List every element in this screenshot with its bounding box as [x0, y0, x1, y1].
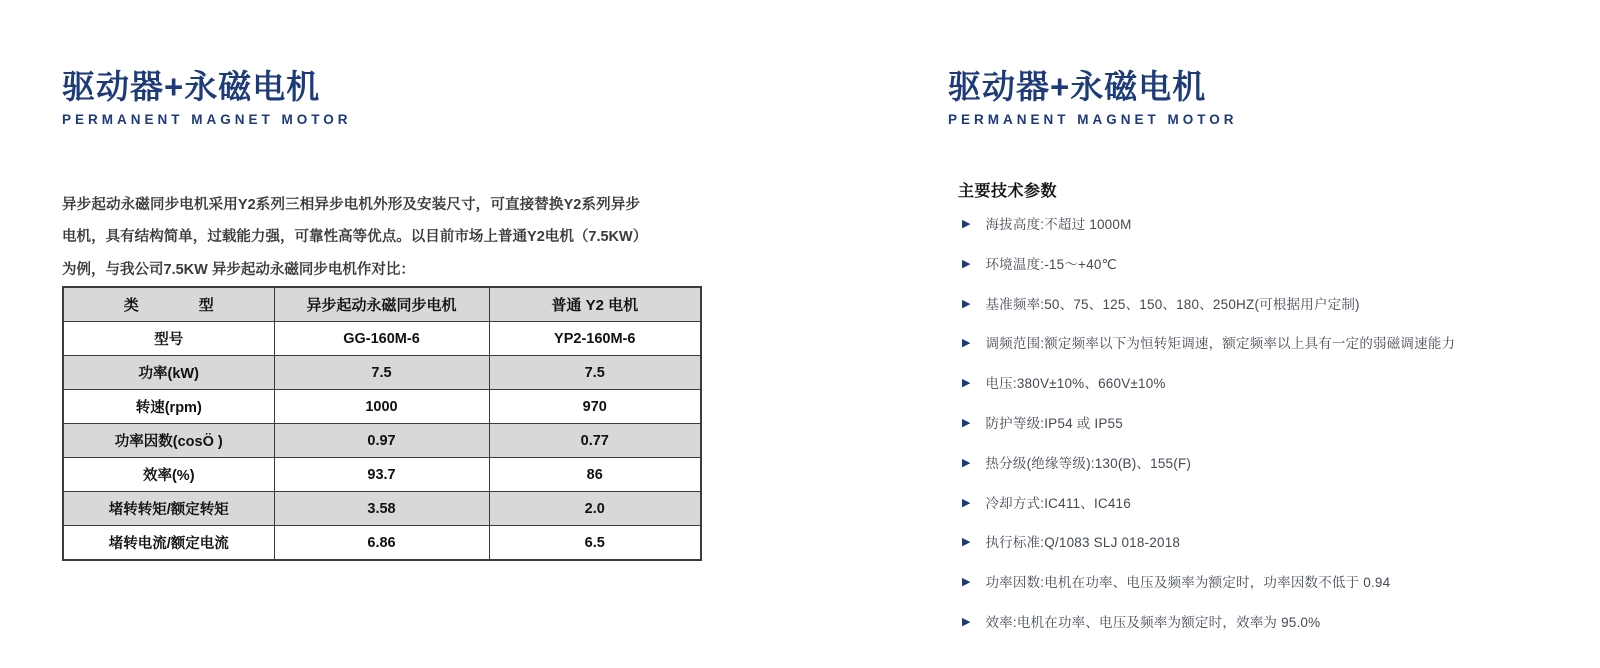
- tech-param-item: [962, 296, 1562, 313]
- tech-param-item: [962, 335, 1562, 352]
- pm-motor-value-cell: 6.86: [274, 526, 489, 561]
- row-label-cell: 堵转转矩/额定转矩: [63, 492, 274, 526]
- table-row: [63, 424, 701, 458]
- tech-param-text: 热分级(绝缘等级):130(B)、155(F): [985, 455, 1192, 471]
- triangle-bullet-icon: ▶: [962, 416, 971, 429]
- tech-param-text: 功率因数:电机在功率、电压及频率为额定时，功率因数不低于 0.94: [985, 575, 1391, 591]
- table-header-row: [63, 287, 701, 322]
- tech-param-item: [962, 534, 1562, 551]
- column-header-y2-motor: 普通 Y2 电机: [489, 287, 701, 322]
- column-header-type: 类 型: [63, 287, 274, 322]
- left-page-subtitle: PERMANENT MAGNET MOTOR: [62, 111, 352, 127]
- pm-motor-value-cell: 3.58: [274, 492, 489, 526]
- tech-param-text: 执行标准:Q/1083 SLJ 018-2018: [985, 535, 1181, 551]
- tech-param-text: 调频范围:额定频率以下为恒转矩调速，额定频率以上具有一定的弱磁调速能力: [985, 336, 1456, 352]
- left-section: [62, 70, 702, 127]
- triangle-bullet-icon: ▶: [962, 576, 971, 589]
- triangle-bullet-icon: ▶: [962, 377, 971, 390]
- triangle-bullet-icon: ▶: [962, 456, 971, 469]
- y2-motor-value-cell: 7.5: [489, 356, 701, 390]
- tech-param-item: [962, 574, 1562, 591]
- y2-motor-value-cell: YP2-160M-6: [489, 322, 701, 356]
- tech-param-text: 基准频率:50、75、125、150、180、250HZ(可根据用户定制): [985, 296, 1360, 312]
- tech-param-text: 环境温度:-15～+40℃: [985, 256, 1117, 272]
- pm-motor-value-cell: 0.97: [274, 424, 489, 458]
- pm-motor-value-cell: 7.5: [274, 356, 489, 390]
- tech-param-item: [962, 455, 1562, 472]
- tech-params-heading: 主要技术参数: [958, 183, 1058, 200]
- tech-param-text: 冷却方式:IC411、IC416: [985, 495, 1131, 511]
- y2-motor-value-cell: 2.0: [489, 492, 701, 526]
- row-label-cell: 转速(rpm): [63, 390, 274, 424]
- column-header-pm-motor: 异步起动永磁同步电机: [274, 287, 489, 322]
- motor-comparison-table: [62, 286, 702, 561]
- table-row: [63, 526, 701, 561]
- right-page-title: 驱动器+永磁电机: [948, 68, 1207, 105]
- tech-param-item: [962, 495, 1562, 512]
- tech-params-list: [962, 216, 1562, 654]
- triangle-bullet-icon: ▶: [962, 615, 971, 628]
- row-label-cell: 型号: [63, 322, 274, 356]
- tech-param-item: [962, 614, 1562, 631]
- tech-param-text: 电压:380V±10%、660V±10%: [985, 376, 1166, 392]
- table-row: [63, 322, 701, 356]
- intro-paragraph: 异步起动永磁同步电机采用Y2系列三相异步电机外形及安装尺寸，可直接替换Y2系列异步电机，具有结构简单，过载能力强，可靠性高等优点。以目前市场上普通Y2电机（7.5KW）为例，与我公司7.5KW 异步起动永磁同步电机作对比：: [62, 196, 640, 278]
- pm-motor-value-cell: 1000: [274, 390, 489, 424]
- tech-param-item: [962, 216, 1562, 233]
- pm-motor-value-cell: GG-160M-6: [274, 322, 489, 356]
- tech-param-text: 效率:电机在功率、电压及频率为额定时，效率为 95.0%: [985, 614, 1321, 630]
- triangle-bullet-icon: ▶: [962, 257, 971, 270]
- tech-param-text: 海拔高度:不超过 1000M: [985, 217, 1132, 232]
- table-row: [63, 356, 701, 390]
- tech-param-item: [962, 415, 1562, 432]
- pm-motor-value-cell: 93.7: [274, 458, 489, 492]
- row-label-cell: 功率(kW): [63, 356, 274, 390]
- right-section: [948, 70, 1568, 127]
- row-label-cell: 功率因数(cosÖ ): [63, 424, 274, 458]
- tech-param-text: 防护等级:IP54 或 IP55: [985, 415, 1123, 431]
- y2-motor-value-cell: 970: [489, 390, 701, 424]
- row-label-cell: 效率(%): [63, 458, 274, 492]
- triangle-bullet-icon: ▶: [962, 297, 971, 310]
- y2-motor-value-cell: 6.5: [489, 526, 701, 561]
- left-page-title: 驱动器+永磁电机: [62, 68, 321, 105]
- tech-param-item: [962, 375, 1562, 392]
- table-row: [63, 492, 701, 526]
- triangle-bullet-icon: ▶: [962, 496, 971, 509]
- tech-param-item: [962, 256, 1562, 273]
- right-page-subtitle: PERMANENT MAGNET MOTOR: [948, 111, 1238, 127]
- table-row: [63, 458, 701, 492]
- y2-motor-value-cell: 0.77: [489, 424, 701, 458]
- triangle-bullet-icon: ▶: [962, 536, 971, 549]
- row-label-cell: 堵转电流/额定电流: [63, 526, 274, 561]
- triangle-bullet-icon: ▶: [962, 218, 971, 230]
- y2-motor-value-cell: 86: [489, 458, 701, 492]
- table-row: [63, 390, 701, 424]
- triangle-bullet-icon: ▶: [962, 337, 971, 350]
